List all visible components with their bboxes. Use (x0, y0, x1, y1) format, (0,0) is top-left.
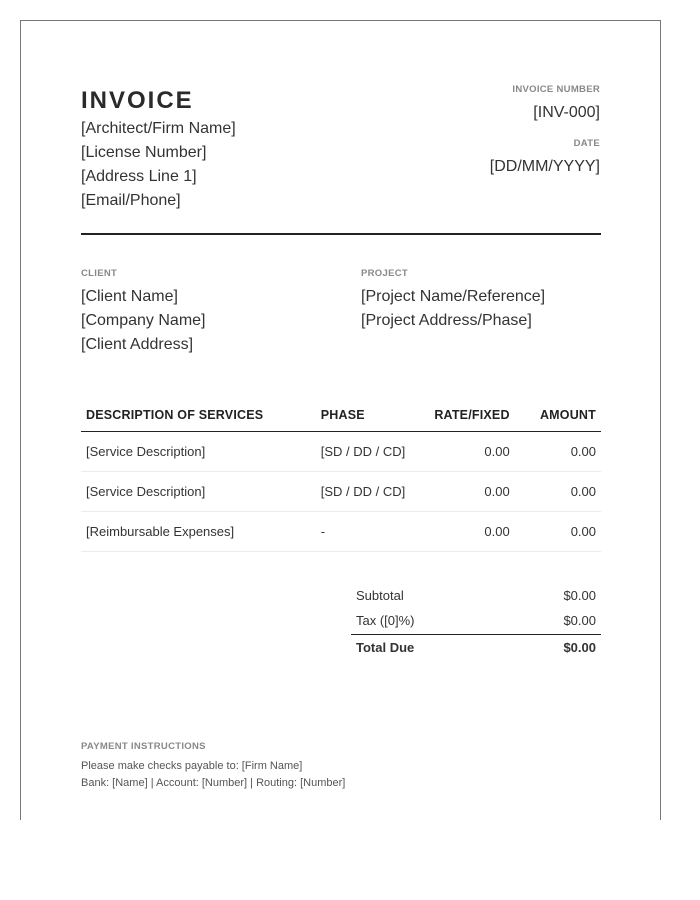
row-description: [Reimbursable Expenses] (81, 512, 316, 552)
row-rate: 0.00 (413, 432, 515, 472)
tax-row (351, 608, 601, 633)
tax-label: Tax ([0]%) (356, 613, 415, 628)
header-amount: AMOUNT (515, 398, 601, 432)
row-phase: [SD / DD / CD] (316, 432, 413, 472)
payment-instructions-label: PAYMENT INSTRUCTIONS (81, 741, 206, 752)
header-phase: PHASE (316, 398, 413, 432)
date-label: DATE (573, 138, 600, 149)
subtotal-value: $0.00 (563, 588, 596, 603)
row-amount: 0.00 (515, 472, 601, 512)
invoice-number-value: [INV-000] (533, 104, 600, 121)
row-amount: 0.00 (515, 432, 601, 472)
firm-license: [License Number] (81, 144, 207, 161)
table-header-row (81, 398, 601, 432)
services-table (81, 398, 601, 552)
payment-line-bank: Bank: [Name] | Account: [Number] | Routing: [Number] (81, 777, 346, 789)
invoice-page (20, 20, 661, 820)
row-description: [Service Description] (81, 472, 316, 512)
subtotal-label: Subtotal (356, 588, 404, 603)
firm-contact: [Email/Phone] (81, 192, 181, 209)
client-company: [Company Name] (81, 312, 206, 329)
row-phase: [SD / DD / CD] (316, 472, 413, 512)
total-due-label: Total Due (356, 640, 415, 655)
header-rate: RATE/FIXED (413, 398, 515, 432)
date-value: [DD/MM/YYYY] (489, 158, 600, 175)
tax-value: $0.00 (563, 613, 596, 628)
client-name: [Client Name] (81, 288, 178, 305)
header-description: DESCRIPTION OF SERVICES (81, 398, 316, 432)
row-amount: 0.00 (515, 512, 601, 552)
totals-block (351, 583, 601, 661)
header-divider (81, 233, 601, 235)
table-row (81, 512, 601, 552)
row-rate: 0.00 (413, 512, 515, 552)
row-description: [Service Description] (81, 432, 316, 472)
row-rate: 0.00 (413, 472, 515, 512)
client-label: CLIENT (81, 268, 118, 279)
subtotal-row (351, 583, 601, 608)
payment-line-checks: Please make checks payable to: [Firm Name] (81, 760, 303, 772)
invoice-title: INVOICE (81, 87, 194, 114)
table-row (81, 432, 601, 472)
firm-name: [Architect/Firm Name] (81, 120, 236, 137)
client-address: [Client Address] (81, 336, 194, 353)
project-label: PROJECT (361, 268, 408, 279)
firm-address: [Address Line 1] (81, 168, 197, 185)
row-phase: - (316, 512, 413, 552)
total-due-value: $0.00 (563, 640, 596, 655)
total-due-row (351, 634, 601, 661)
project-address: [Project Address/Phase] (361, 312, 532, 329)
invoice-number-label: INVOICE NUMBER (512, 84, 600, 95)
table-row (81, 472, 601, 512)
project-name: [Project Name/Reference] (361, 288, 546, 305)
